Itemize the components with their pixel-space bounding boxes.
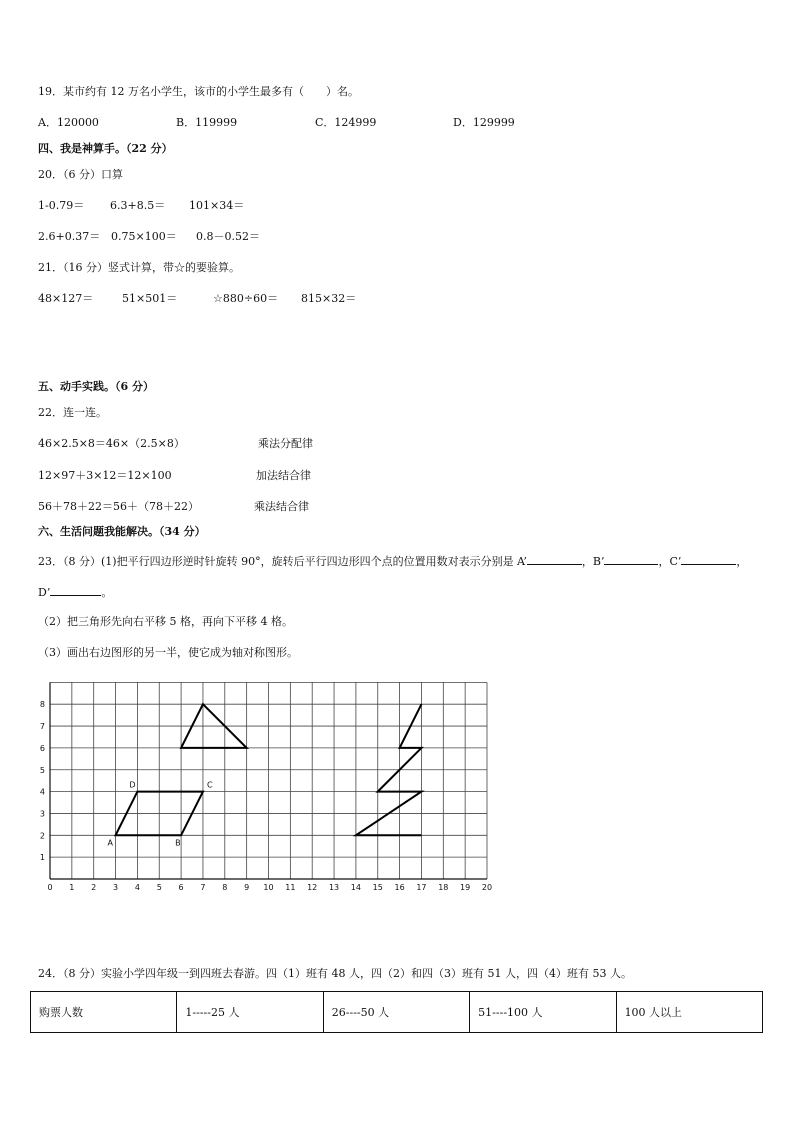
y-tick-label: 3	[39, 809, 45, 819]
x-tick-label: 8	[222, 883, 228, 892]
q21-text: 21．（16 分）竖式计算，带☆的要验算。	[38, 261, 240, 274]
x-tick-label: 20	[481, 883, 493, 892]
q22-left-1: 46×2.5×8＝46×（2.5×8）	[38, 437, 185, 450]
section4-title: 四、我是神算手。（22 分）	[38, 142, 173, 155]
q23-text: 23．（8 分）(1)把平行四边形逆时针旋转 90°，旋转后平行四边形四个点的位置用数对表示分别是 A’	[38, 555, 527, 568]
table-cell: 1-----25 人	[177, 992, 323, 1033]
x-tick-label: 10	[263, 883, 274, 892]
q22-right-2: 加法结合律	[256, 469, 311, 482]
q20-item-1-2: 6.3+8.5＝	[110, 199, 166, 212]
vertex-label: A	[107, 838, 114, 848]
q20-item-2-3: 0.8－0.52＝	[196, 230, 260, 243]
q21-item-2: 51×501＝	[122, 292, 178, 305]
q23-part2: （2）把三角形先向右平移 5 格，再向下平移 4 格。	[38, 615, 293, 628]
q22-left-3: 56＋78＋22＝56＋（78＋22）	[38, 500, 199, 513]
q19-option-a: A．120000	[38, 116, 99, 129]
q23-end-comma: ，	[736, 555, 748, 568]
q22-right-1: 乘法分配律	[258, 437, 313, 450]
x-tick-label: 7	[200, 883, 206, 892]
q20-item-2-2: 0.75×100＝	[111, 230, 177, 243]
q23-c-label: ，C’	[658, 555, 682, 568]
q23-d-end: 。	[101, 586, 113, 599]
x-tick-label: 16	[394, 883, 405, 892]
x-tick-label: 9	[244, 883, 250, 892]
table-cell: 26----50 人	[323, 992, 469, 1033]
x-tick-label: 1	[69, 883, 75, 892]
table-row	[31, 992, 763, 1033]
q24-text: 24．（8 分）实验小学四年级一到四班去春游。四（1）班有 48 人，四（2）和四（3）班有 51 人，四（4）班有 53 人。	[38, 967, 632, 980]
section5-title: 五、动手实践。（6 分）	[38, 380, 154, 393]
q22-right-3: 乘法结合律	[254, 500, 309, 513]
q23-b-label: ，B’	[581, 555, 605, 568]
vertex-label: C	[206, 780, 213, 790]
q21-item-4: 815×32＝	[301, 292, 357, 305]
table-cell: 100 人以上	[616, 992, 762, 1033]
x-tick-label: 5	[156, 883, 162, 892]
x-tick-label: 18	[438, 883, 449, 892]
y-tick-label: 2	[39, 831, 45, 841]
y-tick-label: 4	[39, 787, 45, 797]
x-tick-label: 6	[178, 883, 184, 892]
q20-text: 20．（6 分）口算	[38, 168, 123, 181]
x-tick-label: 4	[134, 883, 140, 892]
y-tick-label: 5	[39, 765, 45, 775]
q22-text: 22．连一连。	[38, 406, 107, 419]
x-tick-label: 12	[307, 883, 318, 892]
ticket-price-table	[30, 991, 763, 1033]
y-tick-label: 1	[39, 853, 45, 863]
q21-item-1: 48×127＝	[38, 292, 94, 305]
q19-option-c: C．124999	[315, 116, 377, 129]
table-cell: 购票人数	[31, 992, 177, 1033]
vertex-label: D	[129, 780, 136, 790]
q20-item-1-3: 101×34＝	[189, 199, 245, 212]
q20-item-1-1: 1-0.79＝	[38, 199, 85, 212]
q19-text: 19．某市约有 12 万名小学生，该市的小学生最多有（ ）名。	[38, 85, 359, 98]
q19-option-d: D．129999	[453, 116, 515, 129]
q21-item-3: ☆880÷60＝	[213, 292, 279, 305]
x-tick-label: 14	[350, 883, 361, 892]
y-tick-label: 7	[39, 722, 45, 732]
x-tick-label: 11	[285, 883, 296, 892]
q23-d-label: D’	[38, 586, 51, 599]
y-tick-label: 8	[39, 700, 45, 710]
table-cell: 51----100 人	[470, 992, 616, 1033]
x-tick-label: 17	[416, 883, 427, 892]
x-tick-label: 15	[372, 883, 383, 892]
q23-part3: （3）画出右边图形的另一半，使它成为轴对称图形。	[38, 646, 298, 659]
x-tick-label: 19	[460, 883, 471, 892]
x-tick-label: 13	[328, 883, 340, 892]
y-tick-label: 6	[39, 743, 45, 753]
vertex-label: B	[175, 838, 181, 848]
x-tick-label: 3	[113, 883, 119, 892]
x-tick-label: 0	[47, 883, 53, 892]
x-tick-label: 2	[91, 883, 97, 892]
section6-title: 六、生活问题我能解决。（34 分）	[38, 525, 206, 538]
q19-option-b: B．119999	[176, 116, 238, 129]
q20-item-2-1: 2.6+0.37＝	[38, 230, 101, 243]
q22-left-2: 12×97＋3×12＝12×100	[38, 469, 172, 482]
